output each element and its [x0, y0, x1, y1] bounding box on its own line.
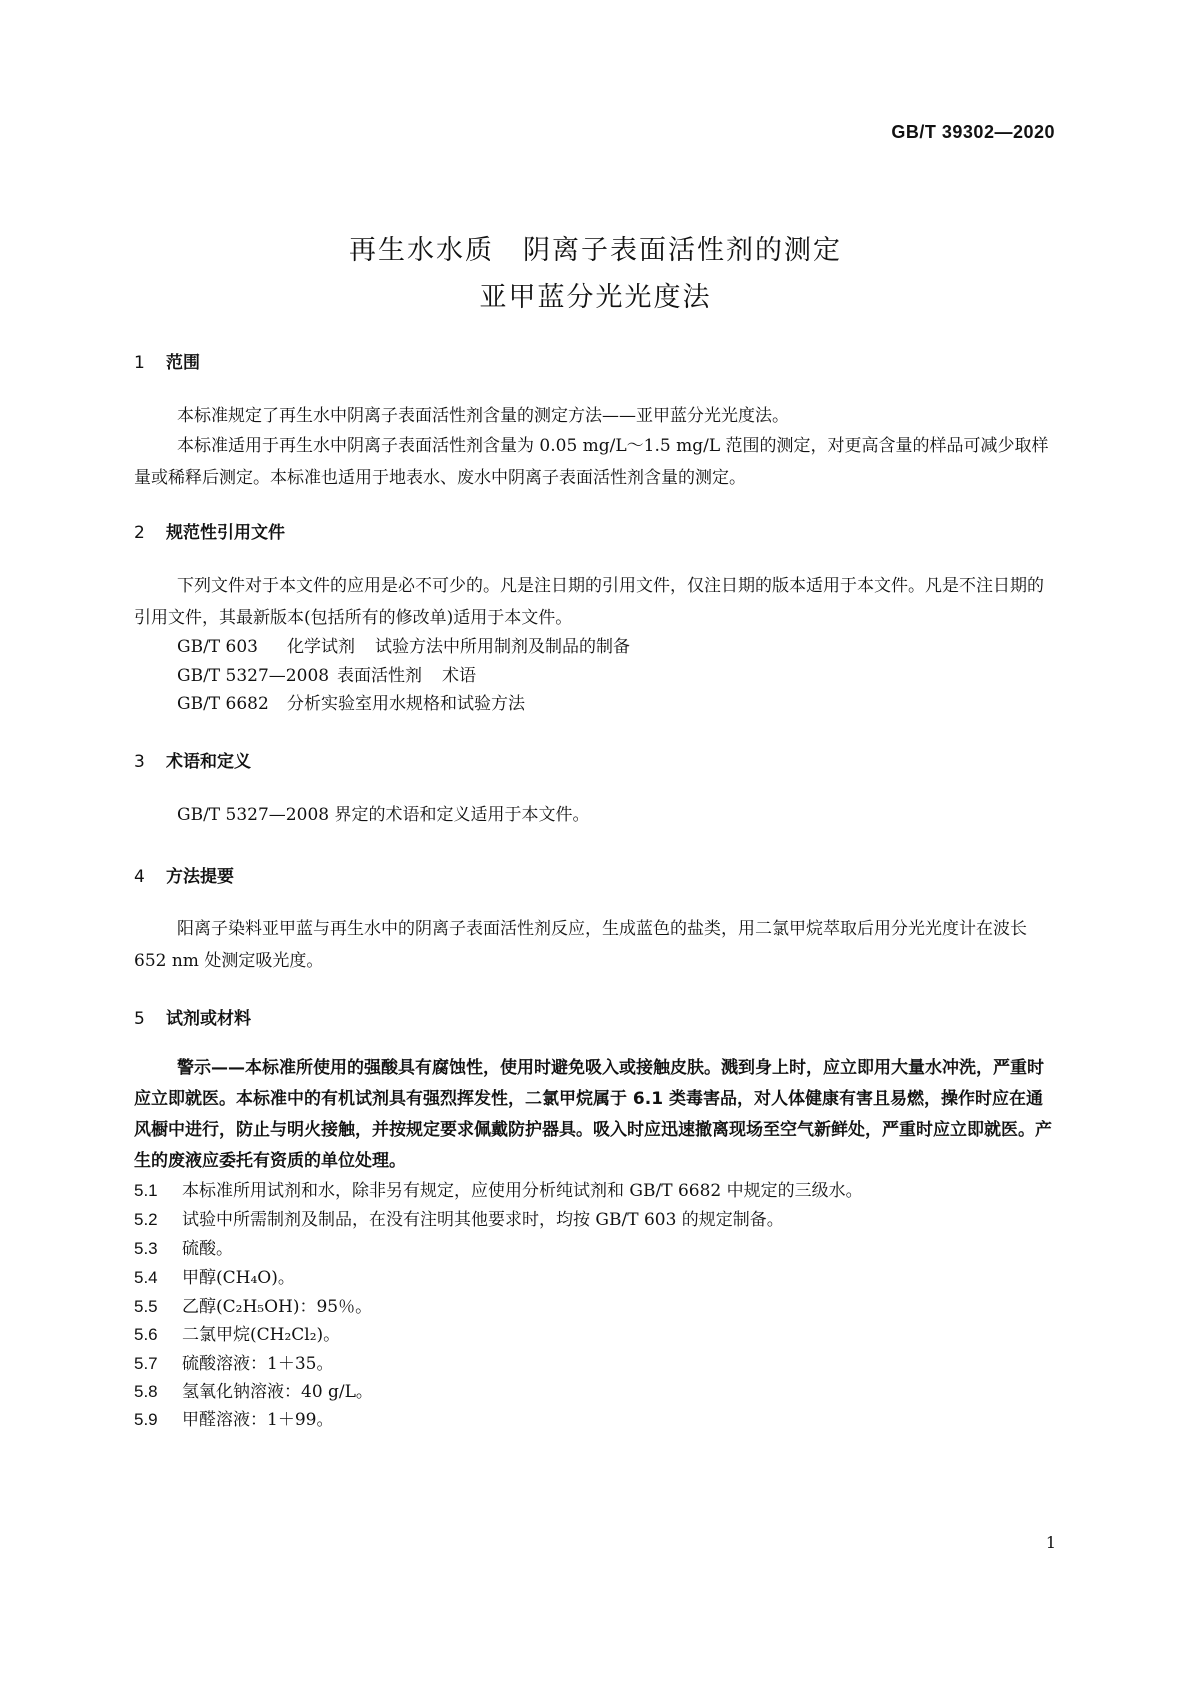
item-number: 5.3 [134, 1239, 158, 1258]
section-title: 规范性引用文件 [166, 523, 285, 543]
section-4-heading [134, 862, 234, 887]
section-title: 范围 [166, 353, 200, 373]
reference-title: 化学试剂 [287, 637, 355, 657]
item-number: 5.9 [134, 1410, 158, 1429]
section-5-heading [134, 1004, 251, 1029]
reference-code: GB/T 603 [177, 637, 258, 657]
section-number: 3 [134, 752, 145, 772]
reference-title-2: 术语 [442, 666, 476, 686]
list-item [134, 1292, 372, 1317]
item-text: 硫酸溶液：1＋35。 [182, 1354, 334, 1374]
section-number: 1 [134, 353, 145, 373]
section-title: 试剂或材料 [166, 1009, 251, 1029]
item-text: 二氯甲烷(CH₂Cl₂)。 [182, 1325, 341, 1345]
section-1-heading [134, 348, 200, 373]
section-number: 4 [134, 867, 145, 887]
section-title: 方法提要 [166, 867, 234, 887]
section-number: 5 [134, 1009, 145, 1029]
section-3-paragraph-1: GB/T 5327—2008 界定的术语和定义适用于本文件。 [177, 805, 590, 825]
title-line-2: 亚甲蓝分光光度法 [479, 282, 712, 313]
item-number: 5.4 [134, 1268, 158, 1287]
page-number: 1 [1045, 1533, 1056, 1552]
item-number: 5.8 [134, 1382, 158, 1401]
list-item [134, 1234, 233, 1259]
reference-title-2: 试验方法中所用制剂及制品的制备 [375, 637, 630, 657]
item-number: 5.2 [134, 1210, 158, 1229]
section-title: 术语和定义 [166, 752, 251, 772]
list-item [134, 1405, 333, 1430]
list-item [134, 1176, 863, 1201]
item-text: 硫酸。 [182, 1239, 233, 1259]
reference-item [177, 632, 630, 657]
item-text: 试验中所需制剂及制品，在没有注明其他要求时，均按 GB/T 603 的规定制备。 [182, 1210, 784, 1230]
item-text: 本标准所用试剂和水，除非另有规定，应使用分析纯试剂和 GB/T 6682 中规定的三级水。 [182, 1181, 863, 1201]
section-4-paragraph-1: 阳离子染料亚甲蓝与再生水中的阴离子表面活性剂反应，生成蓝色的盐类，用二氯甲烷萃取后用分光光度计在波长 652 nm 处测定吸光度。 [134, 919, 1027, 971]
item-text: 氢氧化钠溶液：40 g/L。 [182, 1382, 373, 1402]
title-line-1: 再生水水质 阴离子表面活性剂的测定 [349, 235, 842, 266]
document-code: GB/T 39302—2020 [891, 122, 1055, 142]
list-item [134, 1349, 333, 1374]
item-text: 甲醇(CH₄O)。 [182, 1268, 295, 1288]
section-1-paragraph-1: 本标准规定了再生水中阴离子表面活性剂含量的测定方法——亚甲蓝分光光度法。 [177, 406, 789, 426]
safety-warning: 警示——本标准所使用的强酸具有腐蚀性，使用时避免吸入或接触皮肤。溅到身上时，应立即用大量水冲洗，严重时应立即就医。本标准中的有机试剂具有强烈挥发性，二氯甲烷属于 6.1 类毒害品，对人体健康有害且易燃，操作时应在通风橱中进行，防止与明火接触，并按规定要求佩戴防护器具。吸入时应迅速撤离现场至空气新鲜处，严重时应立即就医。产生的废液应委托有资质的单位处理。 [134, 1058, 1052, 1171]
section-3-heading [134, 747, 251, 772]
list-item [134, 1205, 784, 1230]
section-number: 2 [134, 523, 145, 543]
section-2-heading [134, 518, 285, 543]
list-item [134, 1263, 295, 1288]
item-number: 5.7 [134, 1354, 158, 1373]
reference-item [177, 689, 525, 714]
section-2-paragraph-1: 下列文件对于本文件的应用是必不可少的。凡是注日期的引用文件，仅注日期的版本适用于本文件。凡是不注日期的引用文件，其最新版本(包括所有的修改单)适用于本文件。 [134, 576, 1044, 628]
reference-code: GB/T 5327—2008 [177, 666, 330, 686]
reference-code: GB/T 6682 [177, 694, 269, 714]
reference-title: 表面活性剂 [337, 666, 422, 686]
item-number: 5.1 [134, 1181, 158, 1200]
item-text: 甲醛溶液：1＋99。 [182, 1410, 334, 1430]
section-1-paragraph-2: 本标准适用于再生水中阴离子表面活性剂含量为 0.05 mg/L～1.5 mg/L 范围的测定，对更高含量的样品可减少取样量或稀释后测定。本标准也适用于地表水、废水中阴离子表面活性剂含量的测定。 [134, 436, 1049, 488]
list-item [134, 1320, 340, 1345]
item-number: 5.5 [134, 1297, 158, 1316]
reference-title: 分析实验室用水规格和试验方法 [287, 694, 525, 714]
reference-item [177, 661, 476, 686]
list-item [134, 1377, 373, 1402]
item-number: 5.6 [134, 1325, 158, 1344]
item-text: 乙醇(C₂H₅OH)：95％。 [182, 1297, 373, 1317]
